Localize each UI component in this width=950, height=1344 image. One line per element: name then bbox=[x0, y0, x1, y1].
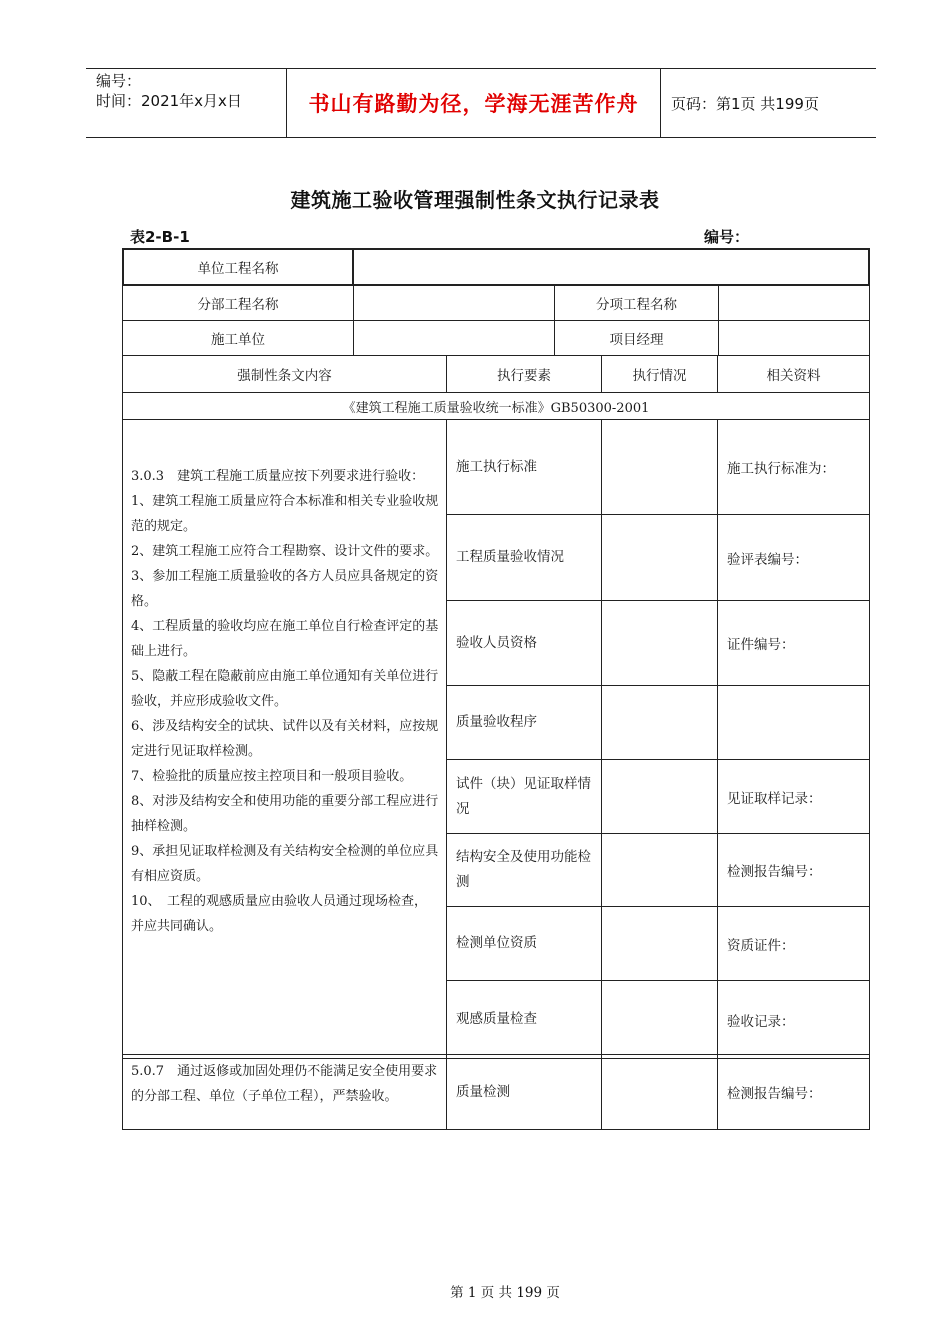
header-page-info: 页码：第1页 共199页 bbox=[671, 94, 819, 113]
reference-cell: 检测报告编号： bbox=[717, 833, 870, 907]
status-field[interactable] bbox=[601, 833, 718, 907]
header-motto: 书山有路勤为径，学海无涯苦作舟 bbox=[308, 92, 639, 116]
header-meta bbox=[96, 71, 292, 111]
status-field[interactable] bbox=[601, 980, 718, 1059]
project-manager-field[interactable] bbox=[718, 320, 870, 356]
element-cell: 验收人员资格 bbox=[446, 600, 602, 686]
unit-project-field[interactable] bbox=[352, 248, 870, 286]
element-cell: 结构安全及使用功能检测 bbox=[446, 833, 602, 907]
clause-507-text: 5.0.7 通过返修或加固处理仍不能满足安全使用要求的分部工程、单位（子单位工程），严禁验收。 bbox=[122, 1054, 447, 1130]
element-cell: 质量检测 bbox=[446, 1054, 602, 1130]
reference-cell bbox=[717, 685, 870, 760]
reference-cell: 证件编号： bbox=[717, 600, 870, 686]
clause-paragraph: 3.0.3 建筑工程施工质量应按下列要求进行验收： bbox=[131, 469, 425, 484]
reference-cell: 验收记录： bbox=[717, 980, 870, 1059]
col-header-reference: 相关资料 bbox=[717, 355, 870, 393]
status-field[interactable] bbox=[601, 600, 718, 686]
contractor-field[interactable] bbox=[353, 320, 555, 356]
clause-paragraph: 1、建筑工程施工质量应符合本标准和相关专业验收规范的规定。 bbox=[131, 494, 439, 534]
status-field[interactable] bbox=[601, 906, 718, 981]
col-header-element: 执行要素 bbox=[446, 355, 602, 393]
clause-paragraph: 2、建筑工程施工应符合工程勘察、设计文件的要求。 bbox=[131, 544, 439, 559]
element-cell: 质量验收程序 bbox=[446, 685, 602, 760]
unit-project-label: 单位工程名称 bbox=[122, 248, 354, 286]
status-field[interactable] bbox=[601, 514, 718, 601]
element-cell: 检测单位资质 bbox=[446, 906, 602, 981]
reference-cell: 资质证件： bbox=[717, 906, 870, 981]
clause-paragraph: 9、承担见证取样检测及有关结构安全检测的单位应具有相应资质。 bbox=[131, 844, 439, 884]
clause-paragraph: 3、参加工程施工质量验收的各方人员应具备规定的资格。 bbox=[131, 569, 439, 609]
item-project-label: 分项工程名称 bbox=[554, 285, 719, 321]
item-project-field[interactable] bbox=[718, 285, 870, 321]
table-number: 表2-B-1 bbox=[130, 228, 190, 246]
record-form bbox=[122, 248, 870, 1130]
element-cell: 试件（块）见证取样情况 bbox=[446, 759, 602, 834]
clause-paragraph: 6、涉及结构安全的试块、试件以及有关材料，应按规定进行见证取样检测。 bbox=[131, 719, 439, 759]
status-field[interactable] bbox=[601, 759, 718, 834]
sub-project-label: 分部工程名称 bbox=[122, 285, 354, 321]
header-time-label: 时间：2021年x月x日 bbox=[96, 92, 242, 110]
contractor-label: 施工单位 bbox=[122, 320, 354, 356]
clause-paragraph: 7、检验批的质量应按主控项目和一般项目验收。 bbox=[131, 769, 413, 784]
sub-project-field[interactable] bbox=[353, 285, 555, 321]
clause-paragraph: 10、 工程的观感质量应由验收人员通过现场检查，并应共同确认。 bbox=[131, 894, 428, 934]
clause-paragraph: 4、工程质量的验收均应在施工单位自行检查评定的基础上进行。 bbox=[131, 619, 439, 659]
element-cell: 施工执行标准 bbox=[446, 419, 602, 515]
status-field[interactable] bbox=[601, 685, 718, 760]
status-field[interactable] bbox=[601, 1054, 718, 1130]
element-cell: 观感质量检查 bbox=[446, 980, 602, 1059]
clause-paragraph: 5、隐蔽工程在隐蔽前应由施工单位通知有关单位进行验收，并应形成验收文件。 bbox=[131, 669, 439, 709]
reference-cell: 见证取样记录： bbox=[717, 759, 870, 834]
standard-title: 《建筑工程施工质量验收统一标准》GB50300-2001 bbox=[122, 392, 870, 420]
clause-303-text bbox=[122, 419, 447, 1059]
project-manager-label: 项目经理 bbox=[554, 320, 719, 356]
col-header-clause: 强制性条文内容 bbox=[122, 355, 447, 393]
reference-cell: 施工执行标准为： bbox=[717, 419, 870, 515]
page-footer: 第 1 页 共 199 页 bbox=[450, 1285, 560, 1301]
col-header-status: 执行情况 bbox=[601, 355, 718, 393]
clause-paragraph: 8、对涉及结构安全和使用功能的重要分部工程应进行抽样检测。 bbox=[131, 794, 439, 834]
reference-cell: 检测报告编号： bbox=[717, 1054, 870, 1130]
status-field[interactable] bbox=[601, 419, 718, 515]
element-cell: 工程质量验收情况 bbox=[446, 514, 602, 601]
header-number-label: 编号： bbox=[96, 72, 142, 90]
reference-cell: 验评表编号： bbox=[717, 514, 870, 601]
document-title: 建筑施工验收管理强制性条文执行记录表 bbox=[290, 188, 660, 212]
document-number-label: 编号： bbox=[704, 228, 750, 246]
page-header bbox=[86, 68, 876, 138]
